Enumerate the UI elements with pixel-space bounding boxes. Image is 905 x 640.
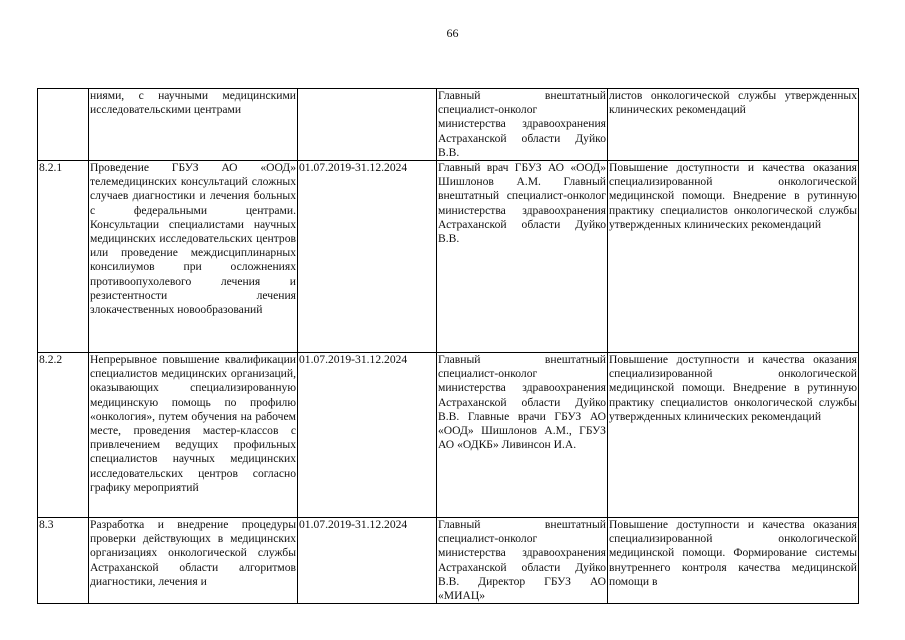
row-number: 8.2.2 [38,353,89,518]
period [298,89,437,161]
table-row [38,353,859,518]
row-number: 8.2.1 [38,161,89,353]
event-description: Непрерывное повышение квалификации специалистов медицинских организаций, оказывающих специализированную медицинскую помощь по профилю «онкология», путем обучения на рабочем месте, проведения мастер-классов с привлечением ведущих профильных специалистов научных медицинских исследовательских центров согласно графику мероприятий [89,353,298,518]
table-row [38,89,859,161]
row-number: 8.3 [38,518,89,604]
table-row [38,518,859,604]
period: 01.07.2019-31.12.2024 [298,518,437,604]
expected-result: листов онкологической службы утвержденных клинических рекомендаций [608,89,859,161]
event-description: ниями, с научными медицинскими исследовательскими центрами [89,89,298,161]
expected-result: Повышение доступности и качества оказания специализированной онкологической медицинской помощи. Внедрение в рутинную практику специалистов онкологической службы утвержденных клинических рекомендаций [608,353,859,518]
table-row [38,161,859,353]
event-description: Разработка и внедрение процедуры проверки действующих в медицинских организациях онкологической службы Астраханской области алгоритмов диагностики, лечения и [89,518,298,604]
expected-result: Повышение доступности и качества оказания специализированной онкологической медицинской помощи. Формирование системы внутреннего контроля качества медицинской помощи в [608,518,859,604]
period: 01.07.2019-31.12.2024 [298,353,437,518]
row-number [38,89,89,161]
action-plan-table [37,88,859,604]
responsible: Главный внештатный специалист-онколог министерства здравоохранения Астраханской области Дуйко В.В. [438,89,606,159]
expected-result: Повышение доступности и качества оказания специализированной онкологической медицинской помощи. Внедрение в рутинную практику специалистов онкологической службы утвержденных клинических рекомендаций [608,161,859,353]
responsible: Главный внештатный специалист-онколог министерства здравоохранения Астраханской области Дуйко В.В. Главные врачи ГБУЗ АО «ООД» Шишлонов А.М., ГБУЗ АО «ОДКБ» Ливинсон И.А. [437,353,608,518]
event-description: Проведение ГБУЗ АО «ООД» телемедицинских консультаций сложных случаев диагностики и лечения больных с федеральными центрами. Консультации специалистами научных медицинских исследовательских центров или проведение междисциплинарных консилиумов при осложнениях противоопухолевого лечения и резистентности лечения злокачественных новообразований [89,161,298,353]
responsible: Главный врач ГБУЗ АО «ООД» Шишлонов А.М. Главный внештатный специалист-онколог министерства здравоохранения Астраханской области Дуйко В.В. [437,161,608,353]
page-number: 66 [446,26,459,40]
period: 01.07.2019-31.12.2024 [298,161,437,353]
responsible: Главный внештатный специалист-онколог министерства здравоохранения Астраханской области Дуйко В.В. Директор ГБУЗ АО «МИАЦ» [438,518,606,603]
